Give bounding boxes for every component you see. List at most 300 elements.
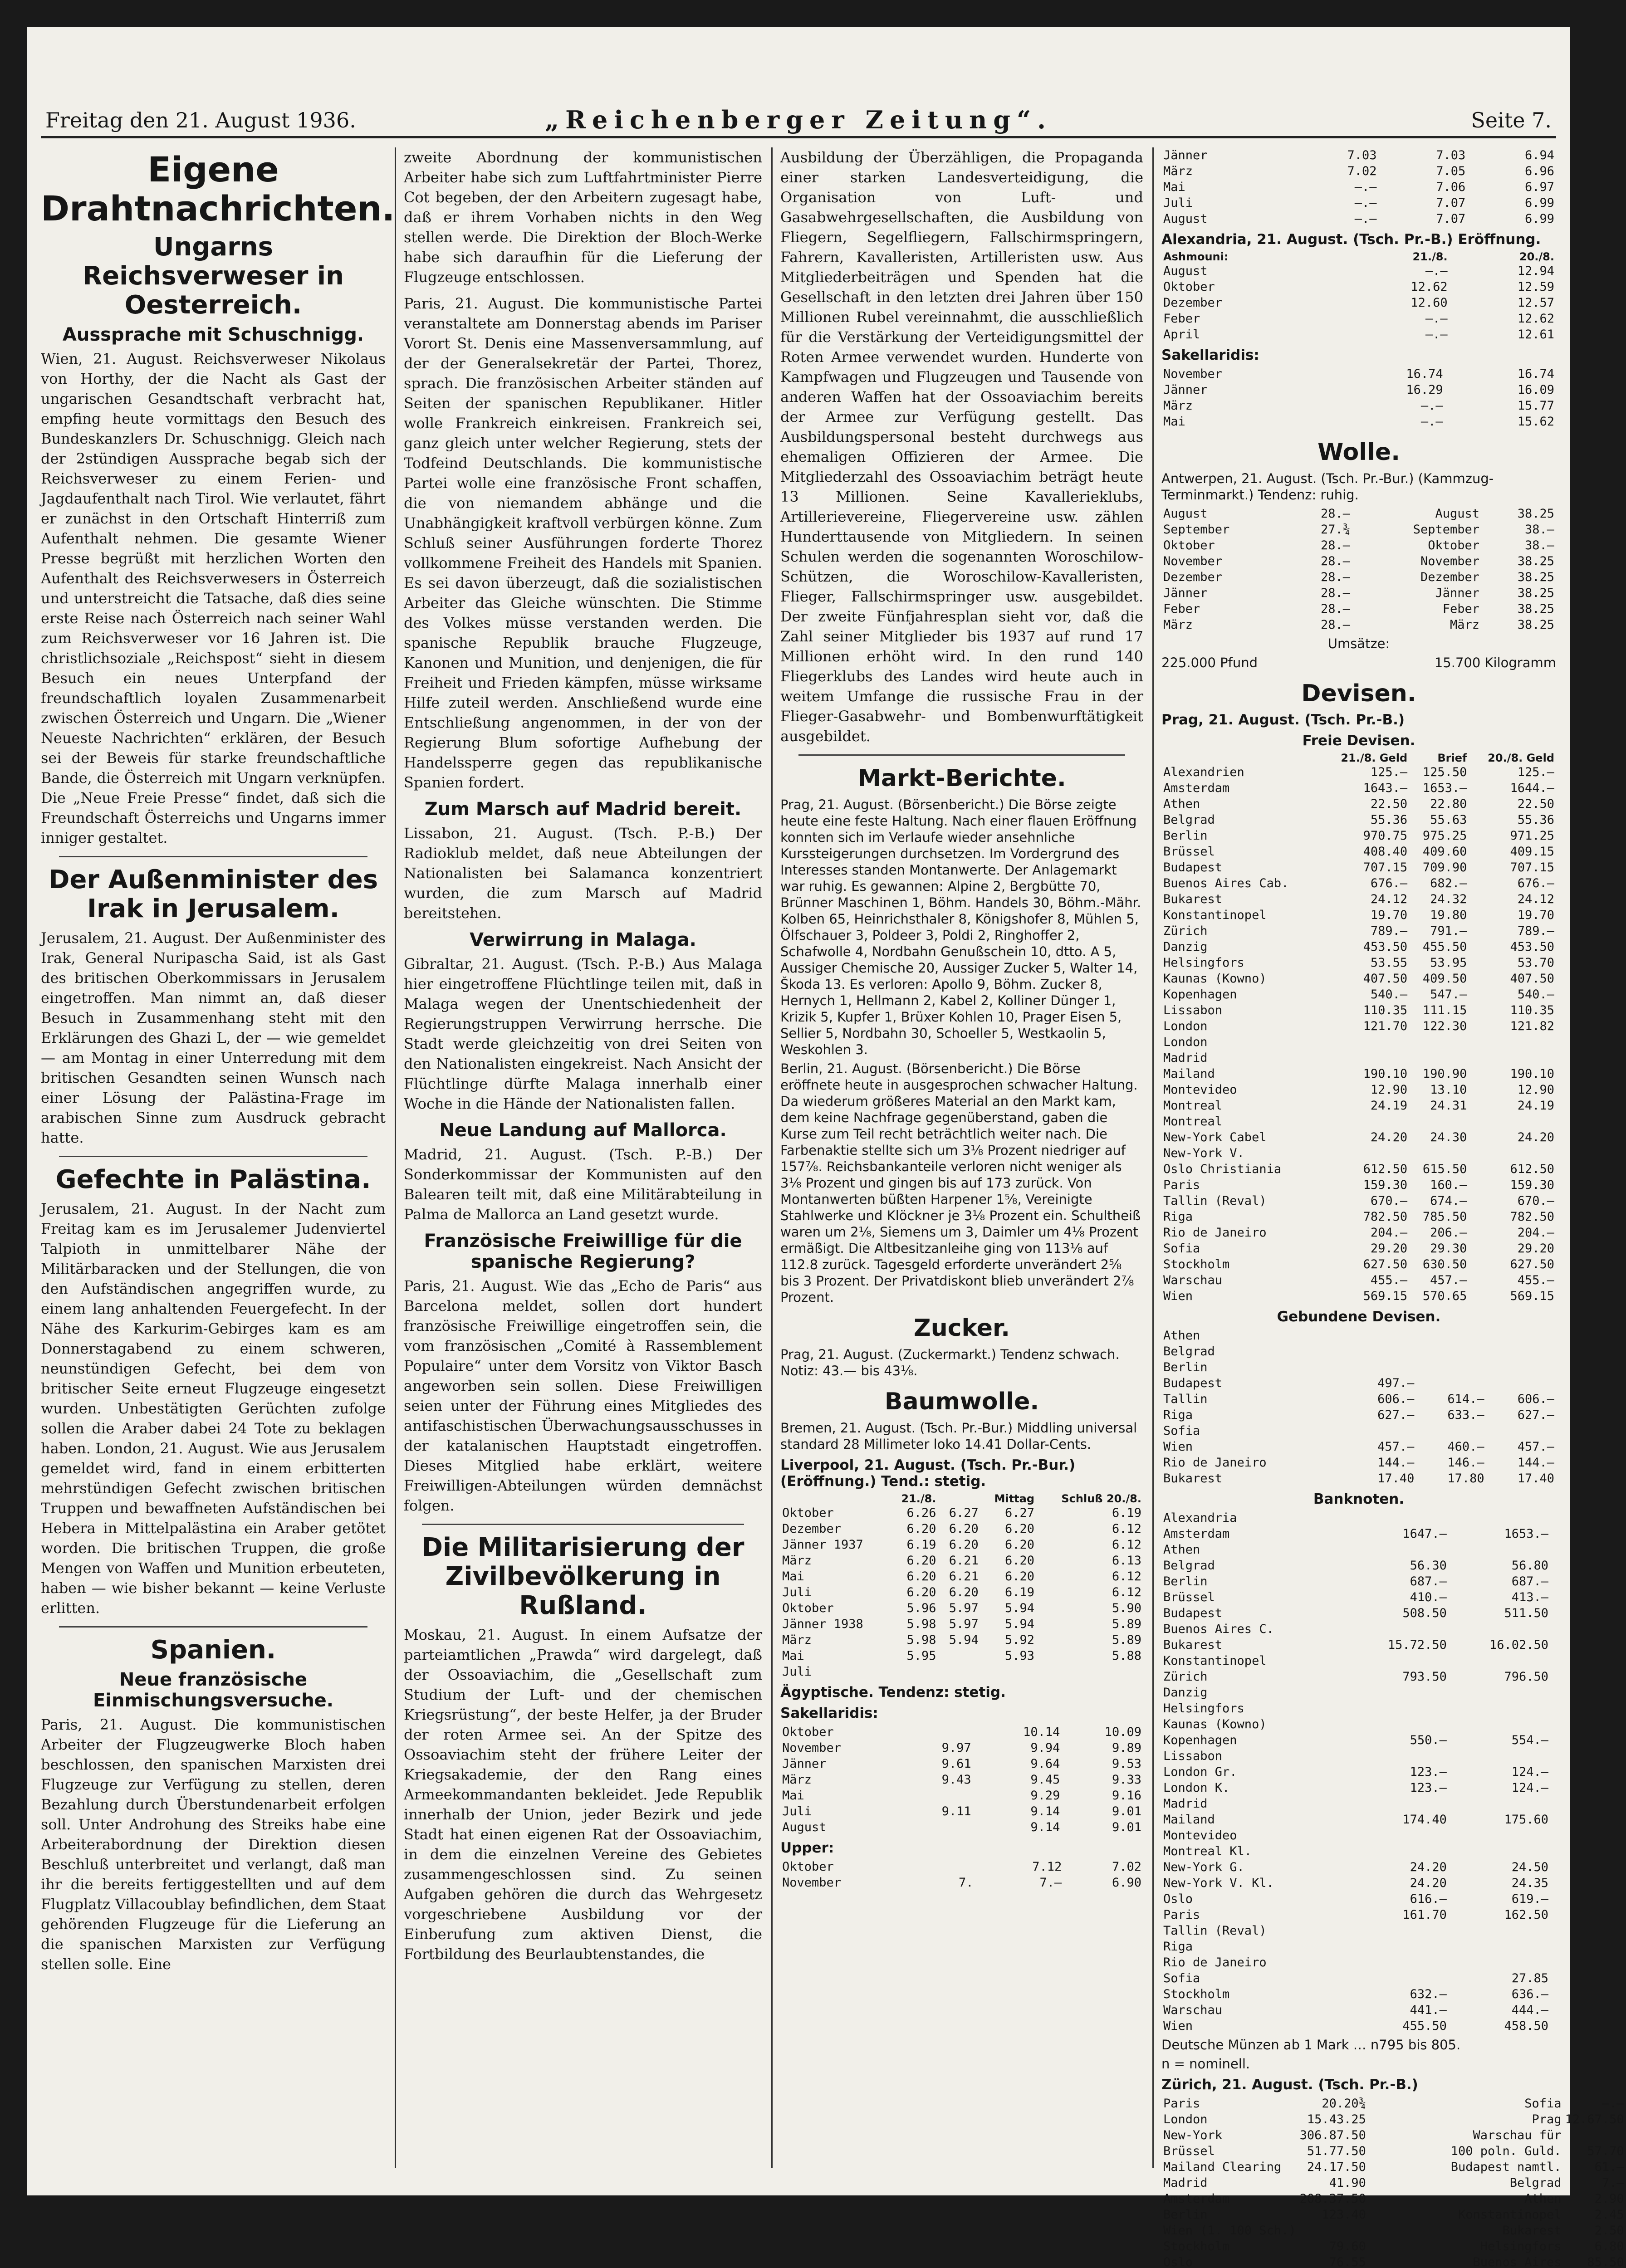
row-value: 410.—	[1410, 1590, 1447, 1604]
row-value: 10.09	[1104, 1725, 1141, 1739]
row-value	[1346, 1328, 1416, 1344]
row-value: 6.20	[949, 1585, 979, 1599]
row-label: Konstantinopel	[1163, 1654, 1267, 1668]
row-value: 791.—	[1430, 924, 1467, 938]
turnover-values	[1161, 655, 1556, 671]
row-value	[1416, 1328, 1486, 1344]
row-label: Mai	[782, 1569, 804, 1584]
row-label: London	[1163, 2112, 1208, 2126]
table-row	[780, 1859, 1143, 1875]
row-value: 7.02	[1112, 1860, 1141, 1874]
row-value	[1449, 1796, 1550, 1812]
row-value: 24.17.50	[1307, 2160, 1366, 2174]
row-value	[1449, 1542, 1550, 1558]
row-value: 204.—	[1517, 1226, 1554, 1240]
table-row	[1161, 1018, 1556, 1034]
row-label: Bukarest	[1163, 1638, 1223, 1652]
row-value: 7.07	[1436, 196, 1466, 210]
row-label: Jänner	[1163, 148, 1208, 162]
row-value	[906, 1819, 973, 1835]
row-value: 124.—	[1511, 1781, 1548, 1795]
table-row	[1161, 1780, 1556, 1796]
row-value	[1298, 2223, 1368, 2239]
row-label: Montreal	[1163, 1099, 1223, 1113]
row-value	[1347, 1542, 1449, 1558]
row-value: 16.09	[1517, 383, 1554, 397]
row-value: 7.05	[1436, 164, 1466, 178]
table-row	[1161, 1907, 1556, 1923]
row-label: Juli	[782, 1585, 812, 1599]
row-label: Paris	[1163, 1908, 1200, 1922]
row-value	[1550, 1939, 1556, 1955]
row-value: 6.12	[1112, 1538, 1141, 1552]
table-row	[1161, 1589, 1556, 1605]
row-value	[1322, 1145, 1410, 1161]
row-value	[1449, 1955, 1550, 1970]
row-value	[1550, 1796, 1556, 1812]
table-row	[1161, 195, 1556, 211]
row-value	[906, 1788, 973, 1804]
row-label: Jänner 1937	[782, 1538, 863, 1552]
row-value: 615.50	[1422, 1162, 1467, 1176]
table-row	[1161, 1542, 1556, 1558]
wool-title: Wolle.	[1317, 439, 1400, 466]
row-label: New-York V.	[1163, 1146, 1244, 1160]
column-rule	[771, 147, 773, 2168]
row-value: 16.74	[1517, 367, 1554, 381]
row-label: New-York	[1163, 2128, 1223, 2142]
table-row	[780, 1648, 1143, 1664]
row-value: —.—	[1354, 212, 1377, 226]
row-value: 204.—	[1370, 1226, 1408, 1240]
table-row	[1161, 1669, 1556, 1685]
table-row	[1161, 987, 1556, 1002]
row-value	[1550, 1716, 1556, 1732]
column-header: Brief	[1437, 752, 1467, 764]
row-value: 970.75	[1363, 829, 1408, 843]
row-label: Oktober	[1163, 538, 1215, 552]
row-label: Wien	[1163, 1440, 1193, 1454]
article-title: Spanien.	[150, 1635, 276, 1665]
row-value	[975, 1859, 984, 1875]
row-label: Budapest	[1163, 1606, 1223, 1620]
row-value: 2.50	[1594, 2224, 1624, 2238]
row-value: 409.60	[1422, 845, 1467, 859]
row-value	[1449, 1748, 1550, 1764]
row-value: Oktober	[1428, 538, 1480, 552]
row-value: 5.93	[1005, 1649, 1035, 1663]
table-row	[1161, 1225, 1556, 1241]
row-value	[1550, 1732, 1556, 1748]
table-row	[1161, 1510, 1556, 1526]
row-value: 7.02	[1347, 164, 1377, 178]
row-label: Oktober	[782, 1725, 834, 1739]
row-value: 497.—	[1377, 1376, 1415, 1390]
row-value: 6.12	[1112, 1522, 1141, 1536]
row-value	[1322, 1034, 1410, 1050]
row-value: November	[1420, 554, 1480, 568]
table-row	[1161, 2096, 1626, 2112]
table-row	[1161, 1098, 1556, 1114]
table-row	[1161, 1455, 1556, 1471]
table-row	[1161, 382, 1556, 398]
row-label: Sofia	[1163, 1242, 1200, 1256]
table-row	[1161, 147, 1556, 163]
table-row	[1161, 311, 1556, 327]
row-value: 511.50	[1504, 1606, 1548, 1620]
row-value	[1347, 1923, 1449, 1939]
currencies-heading: Prag, 21. August. (Tsch. Pr.-B.)	[1161, 712, 1405, 728]
row-label: Dezember	[1163, 570, 1223, 584]
row-label: Jänner	[1163, 383, 1208, 397]
row-value	[1036, 1664, 1143, 1680]
row-label: Wien (1. 100 Sch.)	[1163, 2224, 1296, 2238]
row-value: 2.90	[1594, 2192, 1624, 2206]
table-row	[1161, 1637, 1556, 1653]
coins-line: Deutsche Münzen ab 1 Mark … n795 bis 805.	[1161, 2037, 1461, 2053]
row-label: Sofia	[1163, 1971, 1200, 1985]
table-row	[1161, 2159, 1626, 2175]
table-row	[1161, 398, 1556, 414]
row-label: Bukarest	[1163, 892, 1223, 906]
row-value: 6.21	[949, 1569, 979, 1584]
row-value: 508.50	[1402, 1606, 1447, 1620]
row-label: Oktober	[782, 1860, 834, 1874]
row-label: Kaunas (Kowno)	[1163, 1717, 1267, 1731]
row-label: Belgrad	[1163, 813, 1215, 827]
table-row	[780, 1724, 1143, 1740]
row-value	[1486, 1375, 1556, 1391]
row-value: 9.14	[1030, 1820, 1060, 1834]
column-header: 21./8. Geld	[1341, 752, 1408, 764]
row-value	[1416, 1423, 1486, 1439]
row-value	[1347, 1685, 1449, 1701]
row-value: 121.70	[1363, 1019, 1408, 1033]
row-value: 7.06	[1436, 180, 1466, 194]
row-value: 159.30	[1363, 1178, 1408, 1192]
row-value: 24.31	[1430, 1099, 1467, 1113]
row-value: 627.50	[1510, 1257, 1554, 1271]
table-row	[1161, 1558, 1556, 1574]
row-value: 612.50	[1363, 1162, 1408, 1176]
row-value	[973, 1772, 980, 1788]
row-value	[973, 1724, 980, 1740]
row-value: 550.—	[1410, 1733, 1447, 1747]
row-value: Bukarest	[1502, 2224, 1562, 2238]
table-row	[1161, 1241, 1556, 1256]
row-value: 53.95	[1430, 956, 1467, 970]
table-row	[1161, 1796, 1556, 1812]
row-label: Paris	[1163, 1178, 1200, 1192]
row-label: September	[1163, 523, 1230, 537]
row-value: 6.97	[1524, 180, 1554, 194]
table-row	[1161, 585, 1556, 601]
row-value: 22.80	[1430, 797, 1467, 811]
row-label: Konstantinopel	[1163, 908, 1267, 922]
table-row	[1161, 1875, 1556, 1891]
row-value	[1347, 1939, 1449, 1955]
table-header-row	[1161, 752, 1556, 764]
article-subtitle: Neue französische Einmischungsversuche.	[93, 1669, 334, 1711]
row-value: 441.—	[1410, 2003, 1447, 2017]
row-value: 670.—	[1517, 1194, 1554, 1208]
row-value: —.—	[1354, 180, 1377, 194]
table-row	[1161, 1359, 1556, 1375]
row-value: 28.—	[1320, 602, 1350, 616]
row-value: September	[1413, 523, 1480, 537]
row-value: 190.10	[1363, 1067, 1408, 1081]
table-row	[1161, 1375, 1556, 1391]
table-row	[1161, 812, 1556, 828]
row-value	[1347, 1970, 1449, 1986]
row-value: 123.—	[1410, 1781, 1447, 1795]
table-row	[1161, 295, 1556, 311]
column-3	[780, 147, 1143, 2168]
row-value: 17.40	[1377, 1471, 1415, 1486]
row-value: 57.70	[1587, 2144, 1624, 2158]
column-header: 21./8.	[1412, 250, 1448, 263]
row-label: Oktober	[1163, 280, 1215, 294]
row-value: 9.61	[941, 1757, 971, 1771]
table-row	[1161, 617, 1556, 633]
row-value	[1347, 1653, 1449, 1669]
divider	[422, 1524, 744, 1525]
row-value: 41.90	[1329, 2176, 1366, 2190]
free-currencies-label: Freie Devisen.	[1302, 733, 1415, 749]
table-row	[780, 1788, 1143, 1804]
row-value: 5.90	[1112, 1601, 1141, 1615]
row-value	[1469, 1114, 1556, 1129]
sakellaridis-table-2	[1161, 366, 1556, 430]
row-value	[980, 1664, 1036, 1680]
article-subtitle: Zum Marsch auf Madrid bereit.	[424, 799, 742, 820]
row-value: 407.50	[1510, 972, 1554, 986]
row-label: Montreal Kl.	[1163, 1844, 1252, 1858]
ashmouni-table	[1161, 250, 1556, 342]
row-value	[1449, 1939, 1550, 1955]
row-value	[931, 1859, 975, 1875]
row-label: Brüssel	[1163, 1590, 1215, 1604]
row-value: 27.¾	[1320, 523, 1350, 537]
row-value: 28.—	[1320, 586, 1350, 600]
row-label: Oslo Christiania	[1163, 1162, 1282, 1176]
row-value: 975.25	[1422, 829, 1467, 843]
row-label: Alexandria	[1163, 1511, 1237, 1525]
row-value: 174.40	[1402, 1813, 1447, 1827]
row-value	[1550, 1859, 1556, 1875]
table-row	[780, 1632, 1143, 1648]
row-value: 38.—	[1524, 523, 1554, 537]
row-label: März	[782, 1554, 812, 1568]
row-value	[1550, 1891, 1556, 1907]
table-row	[1161, 2191, 1626, 2207]
row-value	[1347, 1843, 1449, 1859]
row-value: 9.14	[1030, 1804, 1060, 1818]
divider	[59, 1156, 367, 1157]
sakellaridis-heading: Sakellaridis:	[1161, 347, 1259, 363]
row-value: 190.90	[1422, 1067, 1467, 1081]
row-label: Madrid	[1163, 1797, 1208, 1811]
row-label: Riga	[1163, 1210, 1193, 1224]
row-value	[1347, 1796, 1449, 1812]
row-value: 5.94	[1005, 1617, 1035, 1631]
row-value: 9.64	[1030, 1757, 1060, 1771]
table-row	[1161, 1129, 1556, 1145]
row-value: Athen	[1524, 2192, 1562, 2206]
article-body: Paris, 21. August. Wie das „Echo de Paris“ aus Barcelona meldet, sollen dort hundert französische Freiwillige eingetroffen sein, die vom französischen „Comité à Rassemblement Populaire“ unter dem Vorsitz von Viktor Basch angeworben sein sollen. Diese Freiwilligen seien unter der Führung eines Mitgliedes des antifaschistischen Überwachungsausschusses in der katalanischen Hauptstadt eingetroffen. Dieses Mitglied habe erklärt, weitere Freiwilligen-Abteilungen würden demnächst folgen.	[404, 1277, 762, 1514]
row-label: New-York G.	[1163, 1860, 1244, 1874]
row-value: 409.15	[1510, 845, 1554, 859]
row-label: Brüssel	[1163, 845, 1215, 859]
row-value	[973, 1740, 980, 1756]
table-row	[1161, 211, 1556, 227]
row-value: 674.—	[1430, 1194, 1467, 1208]
row-value: 5.97	[949, 1617, 979, 1631]
row-label: Budapest	[1163, 860, 1223, 875]
table-row	[1161, 1716, 1556, 1732]
row-value	[1550, 1907, 1556, 1923]
row-label: März	[1163, 164, 1193, 178]
row-value: 9.16	[1112, 1789, 1141, 1803]
row-value: 6.19	[906, 1538, 936, 1552]
row-label: Helsingfors	[1163, 1701, 1244, 1716]
row-label: Sofia	[1163, 1424, 1200, 1438]
row-value	[1449, 1923, 1550, 1939]
column-header	[938, 1492, 980, 1505]
table-row	[1161, 1859, 1556, 1875]
table-row	[1161, 2207, 1626, 2223]
row-label: November	[1163, 554, 1223, 568]
row-value: 159.30	[1510, 1178, 1554, 1192]
row-label: Athen	[1163, 1329, 1200, 1343]
row-value	[1550, 1605, 1556, 1621]
table-row	[1161, 939, 1556, 955]
row-label: Lissabon	[1163, 1003, 1223, 1017]
row-value: 687.—	[1511, 1574, 1548, 1589]
row-value	[1469, 1034, 1556, 1050]
upper-table	[780, 1859, 1143, 1891]
row-value: 15.62	[1517, 415, 1554, 429]
table-row	[1161, 522, 1556, 538]
article-body: Moskau, 21. August. In einem Aufsatze der parteiamtlichen „Prawda“ wird dargelegt, daß der Ossoaviachim, die „Gesellschaft zum Studium der Luft- und der chemischen Kriegsrüstung“, der beste Helfer, ja der Bruder der roten Armee sei. An der Spitze des Ossoaviachim steht der frühere Leiter der Kriegsakademie, der den Rang eines Armeekommandanten bekleidet. Jede Republik innerhalb der Union, jeder Bezirk und jede Stadt hat einen eigenen Rat der Ossoaviachim, in dem die einzelnen Vereine des Gebietes zusammengeschlossen sind. Zu seinen Aufgaben gehören die durch das Wehrgesetz vorgeschriebene Ausbildung vor der Einberufung zum aktiven Dienst, die Fortbildung des Beurlaubtenstandes, die	[404, 1626, 762, 1963]
row-label: Mai	[1163, 415, 1185, 429]
table-row	[1161, 1082, 1556, 1098]
row-value: 29.30	[1430, 1242, 1467, 1256]
row-label: November	[1163, 367, 1223, 381]
table-row	[1161, 2254, 1626, 2268]
berlin-stock-report: Berlin, 21. August. (Börsenbericht.) Die Börse eröffnete heute in ausgesprochen schwacher Haltung. Da wiederum größeres Material an den Markt kam, dem keine Nachfrage gegenüberstand, gaben die Kurse zum Teil recht beträchtlich weiter nach. Die Farbenaktie stellte sich um 3⅛ Prozent niedriger auf 157⅞. Reichsbankanteile verloren nicht weniger als 3⅛ Prozent und gingen bis auf 173 zurück. Von Montanwerten büßten Harpener 1⅝, Vereinigte Stahlwerke und Klöckner je 3⅛ Prozent ein. Schultheiß waren um 2⅛, Siemens um 3, Daimler um 4⅛ Prozent ermäßigt. Die Altbesitzanleihe ging von 113⅛ auf 112.8 zurück. Tagesgeld erforderte unverändert 2⅝ bis 3 Prozent. Der Privatdiskont blieb unverändert 2⅞ Prozent.	[780, 1061, 1141, 1305]
table-row	[780, 1756, 1143, 1772]
row-value: 707.15	[1510, 860, 1554, 875]
row-value: 24.20	[1410, 1876, 1447, 1890]
egyptian-heading: Ägyptische. Tendenz: stetig.	[780, 1684, 1006, 1701]
row-label: Warschau	[1163, 2003, 1223, 2017]
row-value: 24.12	[1517, 892, 1554, 906]
row-value	[975, 1875, 984, 1891]
row-value: 9.29	[1030, 1789, 1060, 1803]
row-value	[1486, 1328, 1556, 1344]
row-value	[938, 1648, 980, 1664]
row-value: 6.27	[1005, 1506, 1035, 1520]
row-label: Paris	[1163, 2097, 1200, 2111]
row-value: Belgrad	[1509, 2176, 1562, 2190]
row-value: 796.50	[1504, 1670, 1548, 1684]
row-value	[1416, 1344, 1486, 1359]
row-value	[973, 1756, 980, 1772]
row-value: 9.53	[1112, 1757, 1141, 1771]
column-header: 20./8.	[1519, 250, 1554, 263]
row-value: —.—	[1354, 196, 1377, 210]
row-value	[1449, 1701, 1550, 1716]
table-row	[1161, 569, 1556, 585]
row-value: 547.—	[1430, 987, 1467, 1002]
banknotes-table	[1161, 1510, 1556, 2034]
row-value	[1347, 1828, 1449, 1843]
row-value: 6.21	[949, 1554, 979, 1568]
row-value	[973, 1819, 980, 1835]
liverpool-table	[780, 1492, 1143, 1680]
row-value	[1449, 1843, 1550, 1859]
row-label: Mai	[1163, 180, 1185, 194]
row-value: 24.19	[1517, 1099, 1554, 1113]
row-value: 306.87.50	[1299, 2128, 1366, 2142]
row-value: 5.89	[1112, 1617, 1141, 1631]
table-row	[1161, 1114, 1556, 1129]
table-row	[1161, 1050, 1556, 1066]
row-value	[1322, 1114, 1410, 1129]
issue-date: Freitag den 21. August 1936.	[45, 108, 356, 132]
row-value: 7.03	[1347, 148, 1377, 162]
alexandria-heading: Alexandria, 21. August. (Tsch. Pr.-B.) Eröffnung.	[1161, 231, 1541, 248]
row-value: 6.20	[1005, 1522, 1035, 1536]
row-value	[1409, 1114, 1469, 1129]
row-value: 7.—	[1039, 1876, 1062, 1890]
row-value: 190.10	[1510, 1067, 1554, 1081]
row-value: 9.89	[1112, 1741, 1141, 1755]
table-row	[1161, 923, 1556, 939]
row-value: 24.35	[1511, 1876, 1548, 1890]
row-value: 9.97	[941, 1741, 971, 1755]
table-row	[1161, 1685, 1556, 1701]
table-row	[1161, 1034, 1556, 1050]
row-value	[1449, 1828, 1550, 1843]
row-value: 12.94	[1517, 264, 1554, 278]
row-value: 51.77.50	[1307, 2144, 1366, 2158]
row-value: 709.90	[1422, 860, 1467, 875]
row-value	[1550, 1653, 1556, 1669]
table-row	[780, 1819, 1143, 1835]
row-label: Warschau	[1163, 1273, 1223, 1287]
row-value: 6.20	[906, 1585, 936, 1599]
article-body: zweite Abordnung der kommunistischen Arbeiter habe sich zum Luftfahrtminister Pierre Cot begeben, der den Arbeitern zugesagt habe, daß er ihrem Vorhaben nichts in den Weg stellen werde. Die Direktion der Bloch-Werke habe sich daraufhin für die Lieferung der Flugzeuge entschlossen.	[404, 149, 762, 286]
row-value: 457.—	[1430, 1273, 1467, 1287]
row-value: 5.98	[906, 1633, 936, 1647]
row-value: 6.96	[1524, 164, 1554, 178]
table-row	[1161, 891, 1556, 907]
article-title: Ungarns Reichsverweser in Oesterreich.	[83, 232, 344, 320]
row-value	[1550, 2018, 1556, 2034]
row-value: 6.90	[1112, 1876, 1141, 1890]
row-label: August	[1163, 264, 1208, 278]
table-row	[1161, 1407, 1556, 1423]
row-label: Oktober	[782, 1601, 834, 1615]
row-value: 616.—	[1410, 1892, 1447, 1906]
row-value: 2.45	[1594, 2208, 1624, 2222]
row-value: 122.30	[1422, 1019, 1467, 1033]
newspaper-page	[27, 27, 1624, 2268]
table-row	[1161, 1177, 1556, 1193]
row-value: 632.—	[1410, 1987, 1447, 2001]
